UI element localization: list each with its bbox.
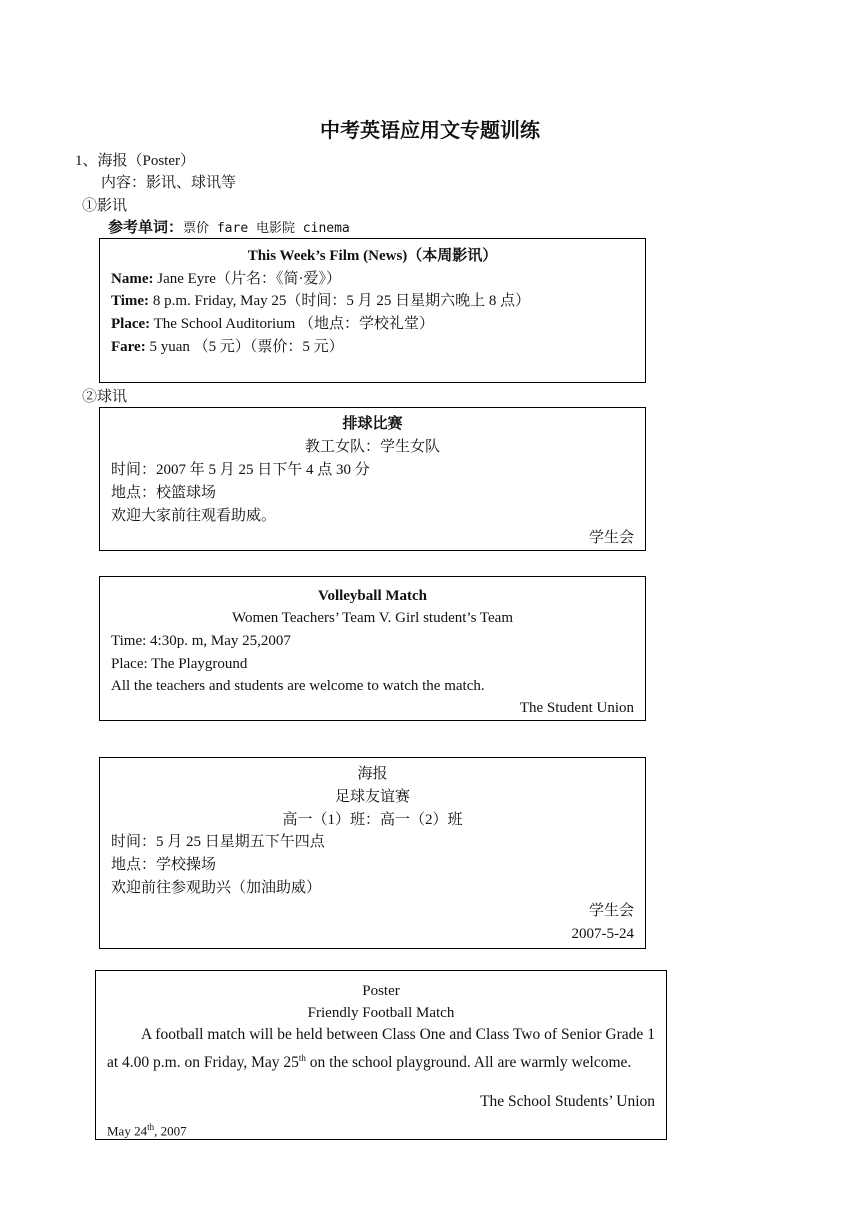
football-en-heading: Poster [362, 983, 400, 999]
film-place-value: The School Auditorium （地点：学校礼堂） [150, 316, 435, 332]
film-time-label: Time: [111, 293, 150, 309]
film-name-label: Name: [111, 271, 154, 287]
football-cn-place: 地点：学校操场 [111, 857, 217, 873]
film-fare-value: 5 yuan （5 元）（票价：5 元） [145, 339, 344, 355]
section-heading-poster: 1、海报（Poster） [75, 153, 196, 169]
football-cn-time: 时间：5 月 25 日星期五下午四点 [111, 834, 325, 850]
subsection-match-label: ②球讯 [82, 389, 128, 405]
football-en-date-sup: th [147, 1122, 155, 1132]
film-time-value: 8 p.m. Friday, May 25（时间：5 月 25 日星期六晚上 8 点） [149, 293, 531, 309]
volleyball-en-place: Place: The Playground [111, 656, 248, 672]
subsection-film-label: ①影讯 [82, 198, 128, 214]
volleyball-cn-time: 时间：2007 年 5 月 25 日下午 4 点 30 分 [111, 462, 370, 478]
football-en-body-part1: A football match will be held between Class One and Class Two of Senior Grade 1 at 4.00 p.m. on Friday, May 25 [107, 1026, 655, 1071]
volleyball-cn-teams: 教工女队：学生女队 [304, 439, 440, 455]
vocab-line [108, 218, 350, 239]
volleyball-cn-place: 地点：校篮球场 [111, 485, 217, 501]
football-cn-date: 2007-5-24 [571, 926, 634, 942]
vocab-items: 票价 fare 电影院 cinema [183, 221, 350, 236]
football-en-date-part2: , 2007 [154, 1123, 187, 1139]
football-cn-sign: 学生会 [588, 903, 634, 919]
vocab-label: 参考单词： [108, 220, 184, 236]
volleyball-cn-title: 排球比赛 [342, 416, 403, 432]
football-en-title: Friendly Football Match [307, 1005, 455, 1021]
football-en-body-part2: on the school playground. All are warmly welcome. [305, 1053, 632, 1071]
football-en-date [107, 1116, 655, 1142]
football-en-box [95, 970, 667, 1140]
volleyball-en-box [99, 576, 646, 721]
volleyball-en-teams: Women Teachers’ Team V. Girl student’s Team [231, 610, 513, 626]
volleyball-en-title: Volleyball Match [317, 588, 428, 604]
football-en-body-sup: th [298, 1052, 306, 1063]
volleyball-cn-invite: 欢迎大家前往观看助威。 [111, 508, 277, 524]
film-place-row [111, 313, 634, 335]
football-en-body [107, 1024, 655, 1074]
volleyball-cn-sign: 学生会 [588, 530, 634, 546]
football-en-sign: The School Students’ Union [480, 1093, 655, 1110]
football-cn-invite: 欢迎前往参观助兴（加油助威） [111, 880, 322, 896]
volleyball-cn-box [99, 407, 646, 551]
football-en-date-part1: May 24 [107, 1123, 148, 1139]
football-cn-title: 足球友谊赛 [334, 789, 410, 805]
film-time-row [111, 290, 634, 312]
film-name-row [111, 268, 634, 290]
film-name-value: Jane Eyre（片名：《简·爱》） [153, 271, 341, 287]
football-cn-heading: 海报 [357, 766, 388, 782]
football-cn-box [99, 757, 646, 949]
film-fare-label: Fare: [111, 339, 146, 355]
page-title: 中考英语应用文专题训练 [320, 118, 540, 142]
film-fare-row [111, 336, 634, 358]
volleyball-en-sign: The Student Union [519, 700, 634, 716]
film-place-label: Place: [111, 316, 151, 332]
film-box-title: This Week’s Film (News)（本周影讯） [247, 248, 498, 264]
football-cn-teams: 高一（1）班：高一（2）班 [282, 812, 463, 828]
volleyball-en-time: Time: 4:30p. m, May 25,2007 [111, 633, 291, 649]
volleyball-en-invite: All the teachers and students are welcome to watch the match. [111, 678, 485, 694]
content-line: 内容：影讯、球讯等 [101, 175, 237, 191]
film-news-box [99, 238, 646, 383]
